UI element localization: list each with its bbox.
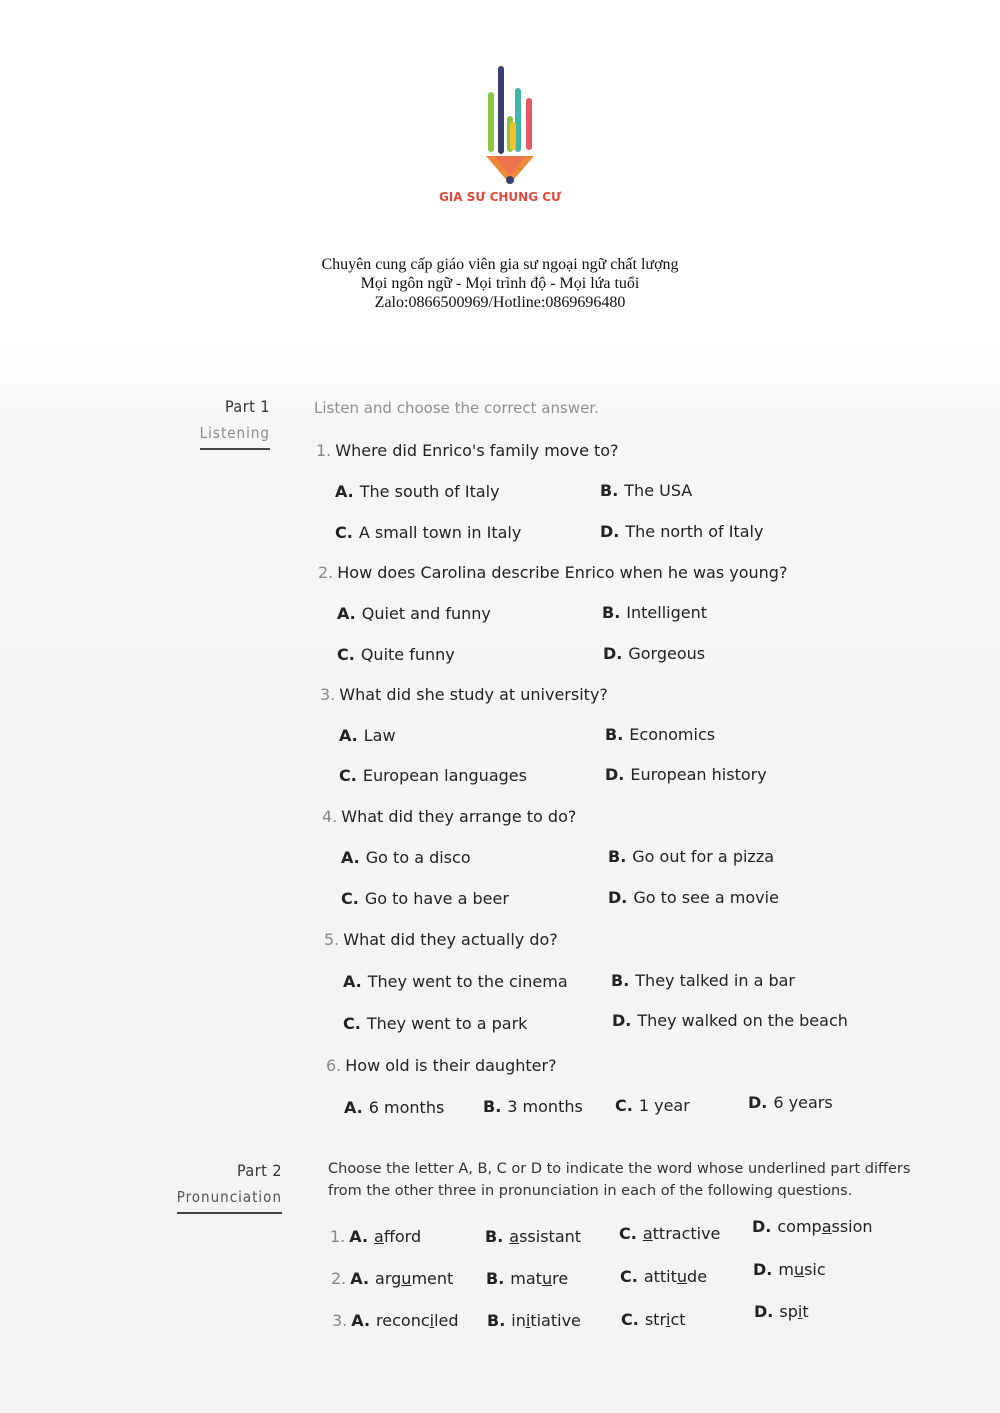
option-letter: D. — [612, 1011, 632, 1030]
option-text: They walked on the beach — [637, 1011, 848, 1030]
question-number: 4. — [322, 807, 338, 826]
part2-instruction — [328, 1158, 928, 1202]
header-line-1: Chuyên cung cấp giáo viên gia sư ngoại ngữ chất lượng — [321, 256, 679, 273]
option-letter: A. — [337, 604, 356, 623]
option-c[interactable] — [615, 1096, 690, 1115]
question-number: 2. — [318, 563, 334, 582]
option-text: 6 months — [368, 1098, 445, 1117]
underlined-part: a — [642, 1224, 653, 1243]
word-part: tiative — [530, 1311, 581, 1330]
question-text: What did they arrange to do? — [341, 807, 577, 826]
option-text: The USA — [624, 481, 693, 500]
option-b[interactable] — [486, 1269, 568, 1288]
underlined-part: i — [666, 1310, 671, 1329]
option-d[interactable] — [752, 1217, 873, 1236]
underlined-part: a — [821, 1217, 832, 1236]
option-letter: D. — [753, 1260, 773, 1279]
option-d[interactable] — [748, 1093, 833, 1112]
option-letter: C. — [615, 1096, 633, 1115]
option-letter: B. — [605, 725, 624, 744]
part1-instruction: Listen and choose the correct answer. — [314, 399, 599, 417]
underlined-part: u — [541, 1269, 553, 1288]
option-letter: D. — [608, 888, 628, 907]
header-text — [0, 255, 1000, 312]
option-letter: A. — [335, 482, 354, 501]
word-part: sp — [779, 1302, 798, 1321]
option-letter: A. — [343, 972, 362, 991]
option-b[interactable] — [485, 1227, 581, 1246]
underlined-part: i — [525, 1311, 531, 1330]
question-number: 2. — [331, 1269, 347, 1288]
option-text: The south of Italy — [359, 482, 500, 501]
option-letter: B. — [487, 1311, 506, 1330]
option-text: European history — [630, 765, 767, 784]
option-c[interactable] — [335, 523, 521, 542]
option-letter: C. — [337, 645, 355, 664]
option-b[interactable] — [611, 971, 795, 990]
underlined-part: i — [797, 1302, 803, 1321]
option-letter: C. — [620, 1267, 638, 1286]
option-letter: B. — [611, 971, 630, 990]
option-text: European languages — [362, 766, 527, 785]
option-letter: D. — [600, 522, 620, 541]
word-part: re — [552, 1269, 569, 1288]
option-text: Go to see a movie — [633, 888, 779, 907]
word-part: m — [778, 1260, 794, 1279]
word-part: str — [644, 1310, 667, 1329]
question-3 — [320, 685, 608, 704]
option-d[interactable] — [612, 1011, 848, 1030]
option-letter: A. — [339, 726, 358, 745]
question-4 — [322, 807, 576, 826]
word-part: sic — [804, 1260, 826, 1279]
question-text: How old is their daughter? — [345, 1056, 557, 1075]
option-letter: B. — [486, 1269, 505, 1288]
word-part: ssion — [831, 1217, 873, 1236]
part2-instruction-line-1: Choose the letter A, B, C or D to indicate the word whose underlined part differs — [328, 1161, 911, 1177]
word-part: fford — [383, 1227, 422, 1246]
option-a[interactable] — [343, 972, 568, 991]
option-b[interactable] — [602, 603, 707, 622]
option-a[interactable] — [337, 604, 491, 623]
option-letter: C. — [341, 889, 359, 908]
option-d[interactable] — [608, 888, 779, 907]
option-letter: C. — [335, 523, 353, 542]
option-letter: A. — [350, 1269, 370, 1288]
option-letter: D. — [605, 765, 625, 784]
part2-label — [122, 1161, 282, 1214]
question-number: 1. — [316, 441, 332, 460]
option-d[interactable] — [603, 644, 705, 663]
header-line-3: Zalo:0866500969/Hotline:0869696480 — [374, 294, 626, 311]
option-text: Quiet and funny — [361, 604, 491, 623]
option-text: Law — [363, 726, 396, 745]
option-text: The north of Italy — [625, 522, 764, 541]
option-c[interactable] — [620, 1267, 707, 1286]
option-b[interactable] — [605, 725, 715, 744]
option-letter: B. — [485, 1227, 504, 1246]
part1-label — [110, 397, 270, 450]
option-d[interactable] — [605, 765, 767, 784]
pron-question-1[interactable] — [330, 1227, 421, 1246]
option-a[interactable] — [339, 726, 396, 745]
option-letter: D. — [603, 644, 623, 663]
option-text: Go out for a pizza — [632, 847, 775, 866]
option-text: Go to have a beer — [364, 889, 509, 908]
underlined-part: u — [401, 1269, 412, 1288]
option-d[interactable] — [600, 522, 763, 541]
option-b[interactable] — [608, 847, 774, 866]
option-a[interactable] — [344, 1098, 444, 1117]
question-number: 3. — [332, 1311, 348, 1330]
option-text: They went to a park — [366, 1014, 528, 1033]
question-text: How does Carolina describe Enrico when he was young? — [337, 563, 788, 582]
brand-name: GIA SƯ CHUNG CƯ — [438, 190, 562, 204]
option-a[interactable] — [335, 482, 500, 501]
option-text: Economics — [629, 725, 716, 744]
underlined-part: a — [374, 1227, 384, 1246]
option-c[interactable] — [621, 1310, 686, 1329]
option-letter: C. — [343, 1014, 361, 1033]
option-b[interactable] — [600, 481, 692, 500]
underlined-part: a — [509, 1227, 520, 1246]
word-part: led — [434, 1311, 459, 1330]
word-part: mat — [510, 1269, 542, 1288]
option-letter: C. — [621, 1310, 639, 1329]
question-number: 6. — [326, 1056, 342, 1075]
part1-name: Listening — [200, 424, 270, 450]
word-part: de — [687, 1267, 708, 1286]
option-letter: C. — [619, 1224, 637, 1243]
question-text: What did she study at university? — [339, 685, 608, 704]
word-part: ssistant — [519, 1227, 582, 1246]
option-b[interactable] — [487, 1311, 581, 1330]
option-b[interactable] — [483, 1097, 583, 1116]
option-letter: D. — [748, 1093, 768, 1112]
underlined-part: u — [676, 1267, 688, 1286]
option-c[interactable] — [337, 645, 455, 664]
option-text: Go to a disco — [365, 848, 471, 867]
part2-instruction-line-2: from the other three in pronunciation in each of the following questions. — [328, 1183, 853, 1199]
word-part: reconc — [376, 1311, 430, 1330]
option-text: 3 months — [507, 1097, 583, 1116]
option-text: A small town in Italy — [358, 523, 522, 542]
part2-name: Pronunciation — [177, 1188, 282, 1214]
option-letter: D. — [752, 1217, 772, 1236]
option-letter: A. — [341, 848, 360, 867]
word-part: comp — [777, 1217, 822, 1236]
option-c[interactable] — [619, 1224, 720, 1243]
underlined-part: u — [793, 1260, 805, 1279]
option-text: Quite funny — [360, 645, 455, 664]
question-2 — [318, 563, 787, 582]
question-number: 5. — [324, 930, 340, 949]
option-letter: B. — [600, 481, 619, 500]
pron-question-2[interactable] — [331, 1269, 453, 1288]
word-part: t — [802, 1302, 809, 1321]
underlined-part: i — [429, 1311, 435, 1330]
option-c[interactable] — [341, 889, 509, 908]
question-number: 3. — [320, 685, 336, 704]
header-line-2: Mọi ngôn ngữ - Mọi trình độ - Mọi lứa tuổi — [360, 275, 640, 292]
question-5 — [324, 930, 558, 949]
option-text: They went to the cinema — [367, 972, 568, 991]
option-text: They talked in a bar — [635, 971, 795, 990]
option-text: Gorgeous — [628, 644, 706, 663]
option-d[interactable] — [753, 1260, 826, 1279]
option-letter: B. — [608, 847, 627, 866]
option-a[interactable] — [341, 848, 471, 867]
pron-question-3[interactable] — [332, 1311, 459, 1330]
option-c[interactable] — [343, 1014, 527, 1033]
part2-number: Part 2 — [236, 1161, 282, 1180]
question-1 — [316, 441, 619, 460]
option-letter: B. — [602, 603, 621, 622]
option-letter: A. — [351, 1311, 371, 1330]
option-letter: D. — [754, 1302, 774, 1321]
question-6 — [326, 1056, 557, 1075]
word-part: ttractive — [652, 1224, 721, 1243]
question-text: Where did Enrico's family move to? — [335, 441, 619, 460]
option-letter: A. — [349, 1227, 369, 1246]
option-letter: C. — [339, 766, 357, 785]
option-d[interactable] — [754, 1302, 809, 1321]
option-letter: A. — [344, 1098, 363, 1117]
word-part: attit — [643, 1267, 677, 1286]
option-text: 1 year — [638, 1096, 690, 1115]
word-part: ct — [670, 1310, 686, 1329]
part1-number: Part 1 — [224, 397, 270, 416]
option-letter: B. — [483, 1097, 502, 1116]
option-text: 6 years — [773, 1093, 833, 1112]
word-part: ment — [411, 1269, 454, 1288]
word-part: in — [511, 1311, 526, 1330]
question-number: 1. — [330, 1227, 346, 1246]
word-part: arg — [375, 1269, 402, 1288]
option-text: Intelligent — [626, 603, 708, 622]
question-text: What did they actually do? — [343, 930, 558, 949]
option-c[interactable] — [339, 766, 527, 785]
